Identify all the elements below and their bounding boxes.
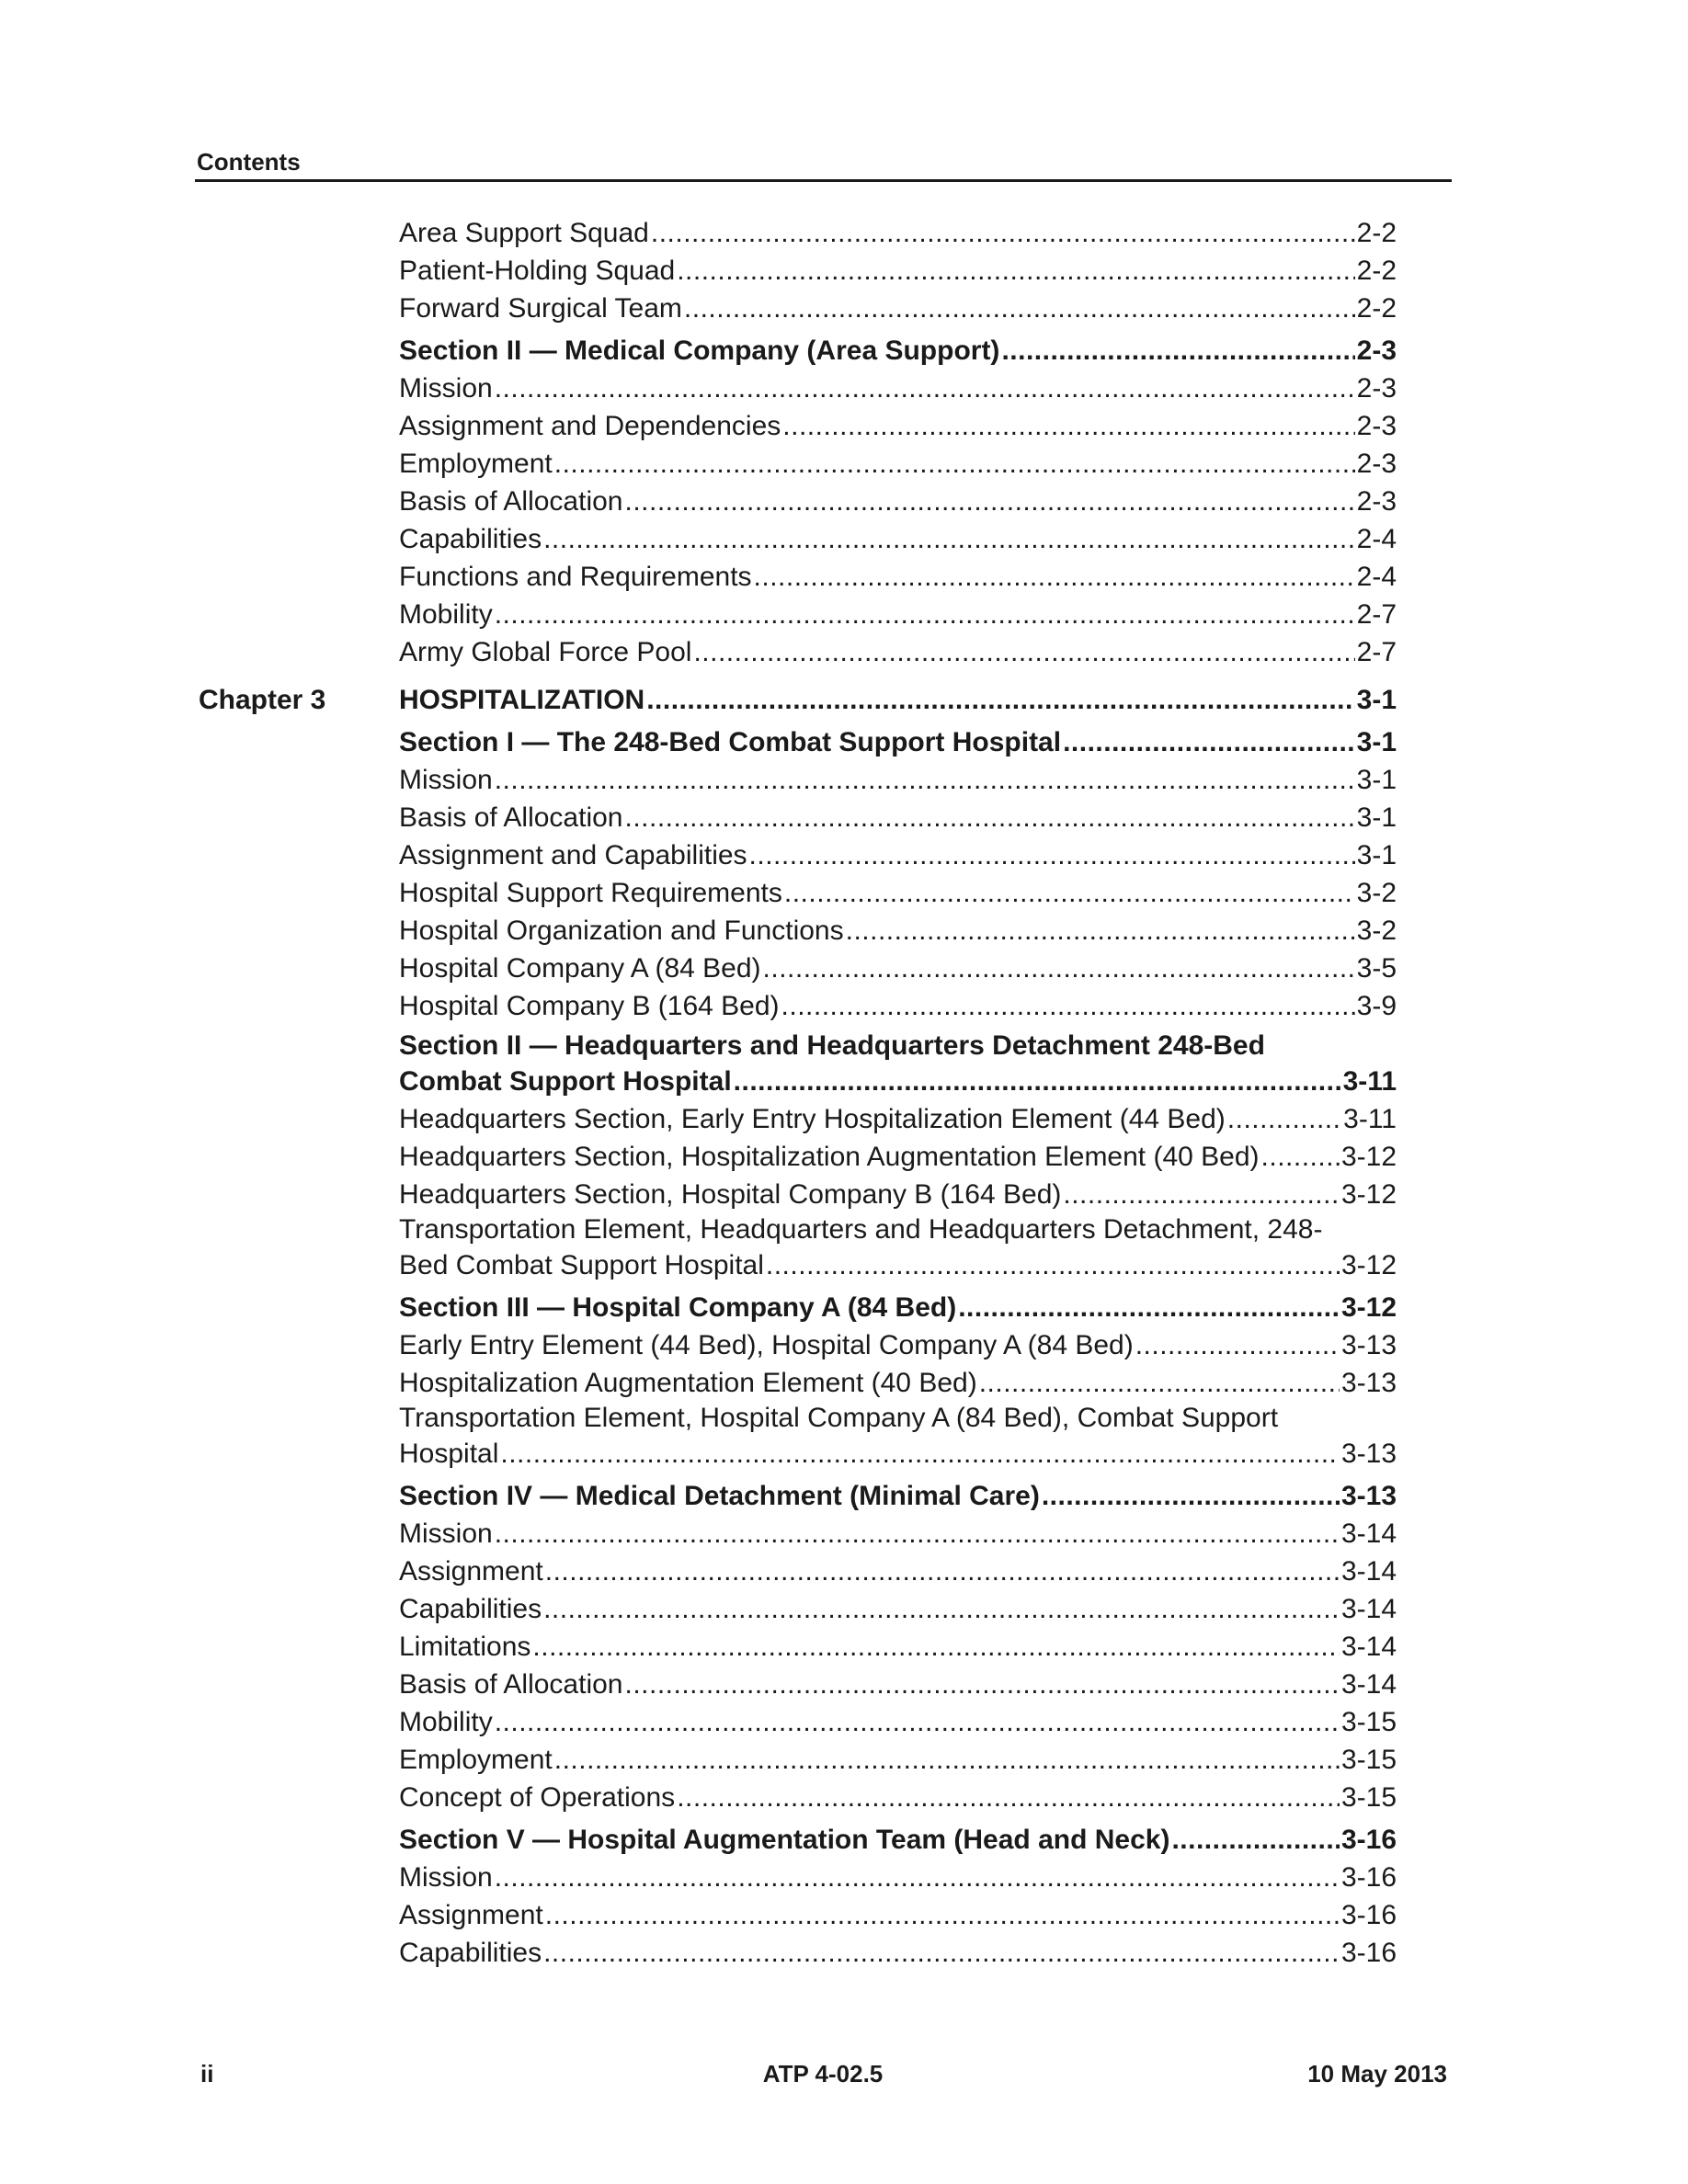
toc-entry-title: Capabilities: [399, 524, 542, 554]
toc-entry-line: [399, 761, 1397, 799]
dot-leader: [545, 1896, 1340, 1934]
toc-page-number: 3-14: [1340, 1669, 1397, 1700]
toc-entry-line: [399, 1435, 1397, 1473]
toc-page-number: 3-16: [1340, 1938, 1397, 1968]
toc-entry-line: [399, 1326, 1397, 1364]
dot-leader: [781, 987, 1355, 1025]
toc-entry[interactable]: [0, 1326, 1688, 1364]
toc-entry[interactable]: [0, 1741, 1688, 1779]
toc-entry[interactable]: [0, 1779, 1688, 1816]
toc-entry-line: [399, 987, 1397, 1025]
dot-leader: [958, 1289, 1340, 1326]
toc-entry-title: Assignment: [399, 1900, 543, 1930]
toc-entry[interactable]: [0, 912, 1688, 950]
toc-entry-title: Basis of Allocation: [399, 1669, 623, 1700]
toc-entry-first-line: [0, 1402, 1688, 1435]
toc-entry-title: Early Entry Element (44 Bed), Hospital Company A (84 Bed): [399, 1330, 1134, 1360]
toc-page-number: 3-14: [1340, 1632, 1397, 1662]
toc-entry-line: [399, 912, 1397, 950]
toc-entry-line: [399, 1859, 1397, 1896]
dot-leader: [677, 1779, 1340, 1816]
toc-page-number: 3-9: [1356, 991, 1397, 1021]
toc-entry-line: [399, 520, 1397, 558]
toc-entry[interactable]: [0, 874, 1688, 912]
toc-page-number: 2-2: [1356, 256, 1397, 286]
toc-page-number: 2-7: [1356, 637, 1397, 667]
toc-page-number: 3-12: [1340, 1179, 1397, 1210]
toc-entry-line: [399, 596, 1397, 633]
toc-entry-title: Basis of Allocation: [399, 802, 623, 833]
toc-entry-line: [399, 633, 1397, 671]
toc-page-number: 2-4: [1356, 562, 1397, 592]
toc-entry[interactable]: [0, 1628, 1688, 1666]
dot-leader: [554, 1741, 1340, 1779]
toc-entry-line: [399, 836, 1397, 874]
toc-entry-title: Headquarters Section, Early Entry Hospitalization Element (44 Bed): [399, 1104, 1226, 1134]
toc-page-number: 2-3: [1356, 486, 1397, 517]
toc-page-number: 2-2: [1356, 293, 1397, 324]
dot-leader: [543, 1590, 1340, 1628]
toc-entry-line: [399, 1628, 1397, 1666]
toc-entry-title: Hospital Organization and Functions: [399, 916, 844, 946]
toc-entry-line: [399, 1515, 1397, 1553]
toc-entry-line: [399, 1176, 1397, 1213]
toc-entry-title: Hospital: [399, 1439, 499, 1469]
dot-leader: [782, 407, 1354, 445]
dot-leader: [734, 1063, 1341, 1100]
toc-page-number: 3-16: [1340, 1900, 1397, 1930]
toc-entry-line: [399, 874, 1397, 912]
toc-page-number: 3-14: [1340, 1556, 1397, 1587]
toc-entry-title: Headquarters Section, Hospital Company B (164 Bed): [399, 1179, 1062, 1210]
toc-entry-title-line1: Section II — Headquarters and Headquarters Detachment 248-Bed: [399, 1030, 1265, 1061]
toc-entry[interactable]: [0, 761, 1688, 799]
toc-entry-title: Headquarters Section, Hospitalization Augmentation Element (40 Bed): [399, 1142, 1260, 1172]
toc-entry[interactable]: [0, 1590, 1688, 1628]
toc-page-number: 3-2: [1356, 916, 1397, 946]
toc-entry-title: Forward Surgical Team: [399, 293, 682, 324]
toc-entry-line: [399, 370, 1397, 407]
toc-entry-line: [399, 1364, 1397, 1402]
toc-section-row[interactable]: [0, 332, 1688, 370]
dot-leader: [1001, 332, 1354, 370]
toc-entry-line: [399, 950, 1397, 987]
toc-entry-line: [399, 1100, 1397, 1138]
toc-entry-line: [399, 332, 1397, 370]
dot-leader: [1135, 1326, 1340, 1364]
toc-entry-title-line1: Transportation Element, Hospital Company A (84 Bed), Combat Support: [399, 1403, 1279, 1433]
toc-page-number: 3-1: [1356, 802, 1397, 833]
toc-section-row[interactable]: [0, 1289, 1688, 1326]
toc-page-number: 3-15: [1340, 1782, 1397, 1813]
toc-section-row[interactable]: [0, 1477, 1688, 1515]
dot-leader: [646, 681, 1354, 719]
toc-entry[interactable]: [0, 1100, 1688, 1138]
toc-entry[interactable]: [0, 987, 1688, 1025]
toc-entry-line: [399, 1553, 1397, 1590]
toc-entry-title: Mission: [399, 1862, 493, 1893]
dot-leader: [1042, 1477, 1340, 1515]
toc-entry-title: Hospital Company B (164 Bed): [399, 991, 780, 1021]
toc-entry-line: [399, 1741, 1397, 1779]
toc-page-number: 3-2: [1356, 878, 1397, 908]
toc-entry-line: [399, 483, 1397, 520]
toc-entry-title: Assignment and Dependencies: [399, 411, 781, 441]
dot-leader: [677, 252, 1354, 290]
dot-leader: [624, 483, 1354, 520]
toc-entry-title: Hospital Support Requirements: [399, 878, 782, 908]
dot-leader: [784, 874, 1355, 912]
toc-page-number: 3-1: [1356, 840, 1397, 870]
toc-entry-line: [399, 723, 1397, 761]
dot-leader: [684, 290, 1355, 327]
toc-entry-title: Mission: [399, 765, 493, 795]
toc-entry[interactable]: [0, 483, 1688, 520]
toc-chapter-row[interactable]: [0, 681, 1688, 719]
dot-leader: [543, 1934, 1340, 1972]
toc-entry-title: Section IV — Medical Detachment (Minimal Care): [399, 1481, 1040, 1511]
dot-leader: [495, 1515, 1340, 1553]
toc-page-number: 2-2: [1356, 218, 1397, 248]
toc-page-number: 2-4: [1356, 524, 1397, 554]
toc-entry[interactable]: [0, 370, 1688, 407]
toc-entry[interactable]: [0, 407, 1688, 445]
toc-entry[interactable]: [0, 596, 1688, 633]
toc-entry-title: Employment: [399, 449, 553, 479]
toc-entry[interactable]: [0, 252, 1688, 290]
toc-entry-line: [399, 290, 1397, 327]
toc-page-number: 2-3: [1356, 411, 1397, 441]
toc-page-number: 3-1: [1356, 727, 1397, 757]
toc-entry[interactable]: [0, 214, 1688, 252]
toc-page-number: 3-11: [1342, 1066, 1397, 1097]
running-header: Contents: [197, 148, 301, 176]
toc-entry-line: [399, 1703, 1397, 1741]
dot-leader: [495, 761, 1355, 799]
toc-page-number: 3-15: [1340, 1707, 1397, 1737]
footer-date: 10 May 2013: [1307, 2060, 1447, 2087]
toc-page-number: 3-12: [1340, 1292, 1397, 1323]
toc-section-row[interactable]: [0, 723, 1688, 761]
toc-entry-title: Section II — Medical Company (Area Support): [399, 336, 1000, 366]
toc-page-number: 3-13: [1340, 1330, 1397, 1360]
toc-entry[interactable]: [0, 1666, 1688, 1703]
toc-entry-first-line: [0, 1029, 1688, 1063]
table-of-contents: [0, 214, 1688, 1972]
toc-entry-title: Concept of Operations: [399, 1782, 676, 1813]
dot-leader: [624, 799, 1354, 836]
toc-entry-title: Section I — The 248-Bed Combat Support Hospital: [399, 727, 1062, 757]
toc-page-number: 3-11: [1343, 1104, 1397, 1134]
header-rule: [195, 179, 1452, 182]
toc-entry[interactable]: [0, 290, 1688, 327]
toc-entry-title: Combat Support Hospital: [399, 1066, 732, 1097]
dot-leader: [1063, 1176, 1340, 1213]
toc-entry-title: Assignment: [399, 1556, 543, 1587]
dot-leader: [749, 836, 1355, 874]
toc-entry-title: Basis of Allocation: [399, 486, 623, 517]
dot-leader: [763, 950, 1355, 987]
toc-page-number: 2-3: [1356, 373, 1397, 404]
toc-entry[interactable]: [0, 1246, 1688, 1284]
dot-leader: [543, 520, 1355, 558]
toc-entry-line: [399, 252, 1397, 290]
dot-leader: [554, 445, 1355, 483]
toc-entry-title: Functions and Requirements: [399, 562, 752, 592]
toc-entry-title: Bed Combat Support Hospital: [399, 1250, 764, 1280]
toc-page-number: 3-13: [1340, 1439, 1397, 1469]
toc-entry[interactable]: [0, 1553, 1688, 1590]
toc-entry[interactable]: [0, 520, 1688, 558]
dot-leader: [1063, 723, 1355, 761]
toc-entry[interactable]: [0, 1138, 1688, 1176]
toc-entry-line: [399, 1666, 1397, 1703]
toc-entry-line: [399, 214, 1397, 252]
toc-entry[interactable]: [0, 1435, 1688, 1473]
dot-leader: [545, 1553, 1340, 1590]
dot-leader: [495, 370, 1355, 407]
toc-entry-line: [399, 445, 1397, 483]
toc-entry-title: Employment: [399, 1745, 553, 1775]
dot-leader: [1227, 1100, 1341, 1138]
dot-leader: [1171, 1821, 1339, 1859]
toc-entry-line: [399, 1138, 1397, 1176]
toc-page-number: 3-15: [1340, 1745, 1397, 1775]
dot-leader: [495, 1703, 1340, 1741]
toc-page-number: 3-13: [1340, 1481, 1397, 1511]
dot-leader: [500, 1435, 1340, 1473]
dot-leader: [495, 1859, 1340, 1896]
toc-entry-title: Assignment and Capabilities: [399, 840, 747, 870]
toc-page-number: 3-14: [1340, 1519, 1397, 1549]
toc-entry[interactable]: [0, 950, 1688, 987]
chapter-label: Chapter 3: [199, 685, 326, 715]
toc-page-number: 3-12: [1340, 1250, 1397, 1280]
toc-page-number: 3-12: [1340, 1142, 1397, 1172]
toc-entry-title-line1: Transportation Element, Headquarters and Headquarters Detachment, 248-: [399, 1214, 1323, 1245]
toc-entry-line: [399, 1063, 1397, 1100]
toc-entry[interactable]: [0, 1896, 1688, 1934]
footer-publication: ATP 4-02.5: [762, 2060, 884, 2087]
toc-entry-first-line: [0, 1213, 1688, 1246]
toc-entry-title: Area Support Squad: [399, 218, 649, 248]
toc-entry-title: HOSPITALIZATION: [399, 685, 645, 715]
toc-entry-line: [399, 1821, 1397, 1859]
toc-page-number: 3-1: [1356, 765, 1397, 795]
toc-section-row[interactable]: [0, 1063, 1688, 1100]
toc-page-number: 2-3: [1356, 336, 1397, 366]
toc-entry-title: Limitations: [399, 1632, 531, 1662]
toc-entry-title: Patient-Holding Squad: [399, 256, 676, 286]
dot-leader: [651, 214, 1355, 252]
toc-entry-line: [399, 1477, 1397, 1515]
toc-entry-title: Hospital Company A (84 Bed): [399, 953, 761, 984]
toc-entry-line: [399, 1246, 1397, 1284]
toc-entry-title: Capabilities: [399, 1938, 542, 1968]
toc-page-number: 3-5: [1356, 953, 1397, 984]
dot-leader: [979, 1364, 1340, 1402]
toc-entry-line: [399, 407, 1397, 445]
toc-entry[interactable]: [0, 633, 1688, 671]
toc-page-number: 3-16: [1340, 1825, 1397, 1855]
toc-page-number: 3-16: [1340, 1862, 1397, 1893]
toc-entry-title: Mobility: [399, 599, 493, 630]
toc-entry[interactable]: [0, 1176, 1688, 1213]
toc-entry[interactable]: [0, 1934, 1688, 1972]
toc-entry-line: [399, 1779, 1397, 1816]
toc-entry[interactable]: [0, 1859, 1688, 1896]
toc-entry-line: [399, 558, 1397, 596]
dot-leader: [766, 1246, 1340, 1284]
toc-section-row[interactable]: [0, 1821, 1688, 1859]
dot-leader: [495, 596, 1355, 633]
toc-entry-line: [399, 681, 1397, 719]
toc-entry-title: Hospitalization Augmentation Element (40 Bed): [399, 1368, 977, 1398]
dot-leader: [624, 1666, 1339, 1703]
toc-entry-line: [399, 1590, 1397, 1628]
dot-leader: [846, 912, 1355, 950]
toc-page-number: 2-3: [1356, 449, 1397, 479]
dot-leader: [1261, 1138, 1340, 1176]
footer-page-number: ii: [200, 2060, 214, 2087]
toc-entry[interactable]: [0, 799, 1688, 836]
toc-entry-title: Section III — Hospital Company A (84 Bed): [399, 1292, 957, 1323]
toc-entry-line: [399, 1934, 1397, 1972]
dot-leader: [532, 1628, 1340, 1666]
dot-leader: [754, 558, 1355, 596]
toc-entry-title: Capabilities: [399, 1594, 542, 1624]
toc-page-number: 3-1: [1356, 685, 1397, 715]
toc-entry[interactable]: [0, 1515, 1688, 1553]
toc-entry[interactable]: [0, 558, 1688, 596]
toc-entry[interactable]: [0, 1364, 1688, 1402]
toc-page-number: 3-13: [1340, 1368, 1397, 1398]
toc-page-number: 3-14: [1340, 1594, 1397, 1624]
toc-entry-title: Mission: [399, 373, 493, 404]
toc-entry[interactable]: [0, 445, 1688, 483]
toc-entry[interactable]: [0, 836, 1688, 874]
toc-entry-title: Army Global Force Pool: [399, 637, 692, 667]
toc-entry-line: [399, 1289, 1397, 1326]
dot-leader: [693, 633, 1354, 671]
toc-entry-title: Section V — Hospital Augmentation Team (Head and Neck): [399, 1825, 1170, 1855]
toc-entry-title: Mobility: [399, 1707, 493, 1737]
toc-entry-line: [399, 799, 1397, 836]
toc-entry-line: [399, 1896, 1397, 1934]
toc-entry-title: Mission: [399, 1519, 493, 1549]
toc-entry[interactable]: [0, 1703, 1688, 1741]
toc-page-number: 2-7: [1356, 599, 1397, 630]
